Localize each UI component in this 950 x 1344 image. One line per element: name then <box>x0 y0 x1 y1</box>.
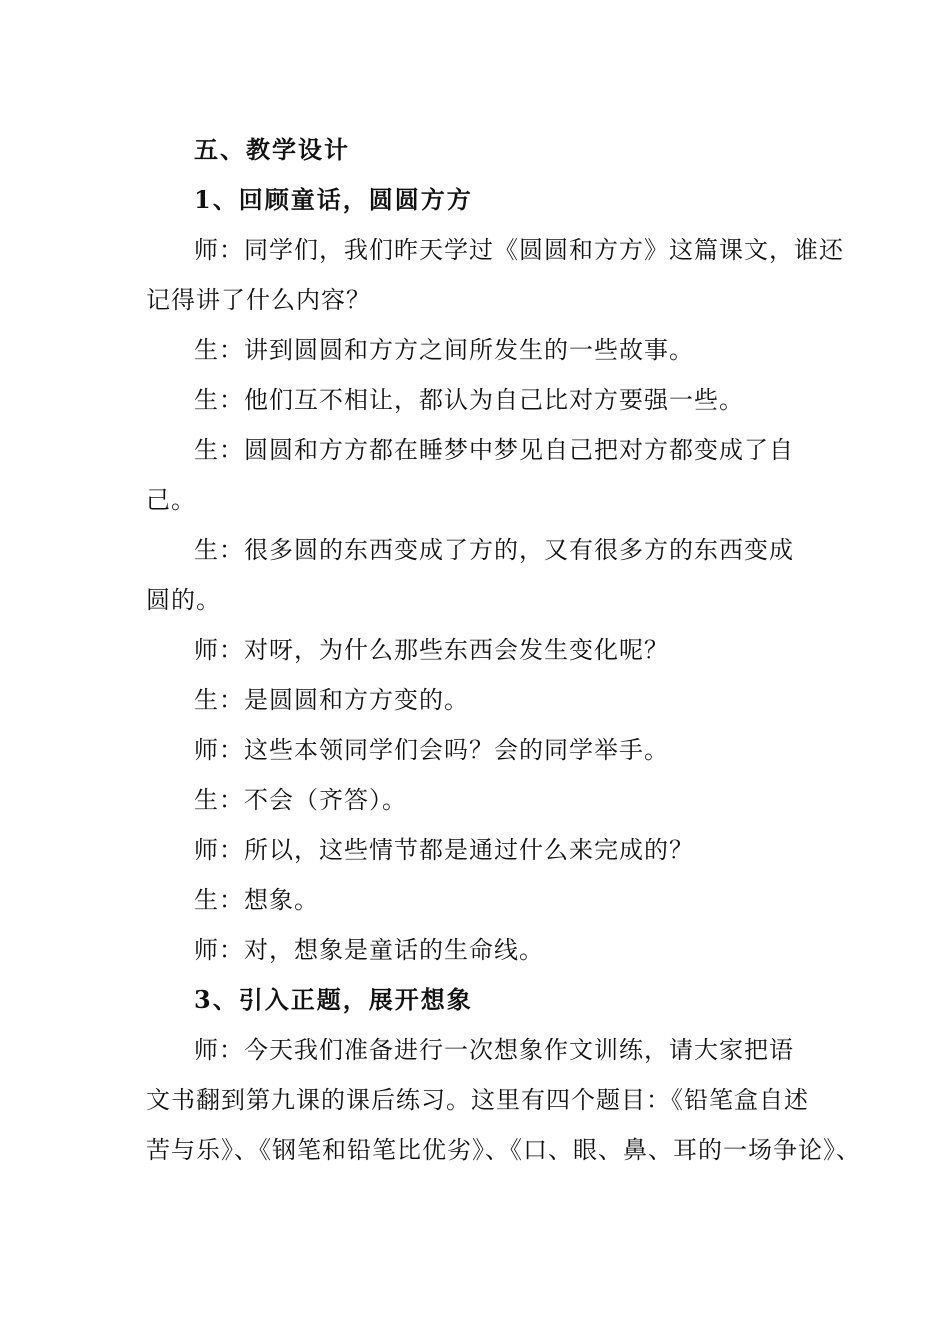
paragraph-line: 圆的。 <box>146 586 221 614</box>
paragraph-line: 师：今天我们准备进行一次想象作文训练，请大家把语 <box>194 1036 794 1064</box>
paragraph-line: 师：同学们，我们昨天学过《圆圆和方方》这篇课文，谁还 <box>194 236 844 264</box>
paragraph-line: 苦与乐》、《钢笔和铅笔比优劣》、《口、眼、鼻、耳的一场争论》、 <box>146 1136 861 1164</box>
paragraph-line: 生：圆圆和方方都在睡梦中梦见自己把对方都变成了自 <box>194 436 794 464</box>
subheading-review: 1、回顾童话，圆圆方方 <box>194 185 473 214</box>
paragraph-line: 生：想象。 <box>194 886 319 914</box>
paragraph-line: 生：不会（齐答）。 <box>194 786 407 814</box>
paragraph-line: 己。 <box>146 486 196 514</box>
paragraph-line: 师：这些本领同学们会吗？会的同学举手。 <box>194 736 669 764</box>
section-heading: 五、教学设计 <box>194 135 350 164</box>
paragraph-line: 记得讲了什么内容？ <box>146 286 371 314</box>
paragraph-line: 生：很多圆的东西变成了方的，又有很多方的东西变成 <box>194 536 794 564</box>
paragraph-line: 生：他们互不相让，都认为自己比对方要强一些。 <box>194 386 744 414</box>
paragraph-line: 生：讲到圆圆和方方之间所发生的一些故事。 <box>194 336 694 364</box>
paragraph-line: 师：对呀，为什么那些东西会发生变化呢？ <box>194 636 669 664</box>
paragraph-line: 师：所以，这些情节都是通过什么来完成的？ <box>194 836 694 864</box>
paragraph-line: 生：是圆圆和方方变的。 <box>194 686 469 714</box>
paragraph-line: 文书翻到第九课的课后练习。这里有四个题目：《铅笔盒自述 <box>146 1086 809 1114</box>
subheading-intro: 3、引入正题，展开想象 <box>194 985 473 1014</box>
paragraph-line: 师：对，想象是童话的生命线。 <box>194 936 544 964</box>
